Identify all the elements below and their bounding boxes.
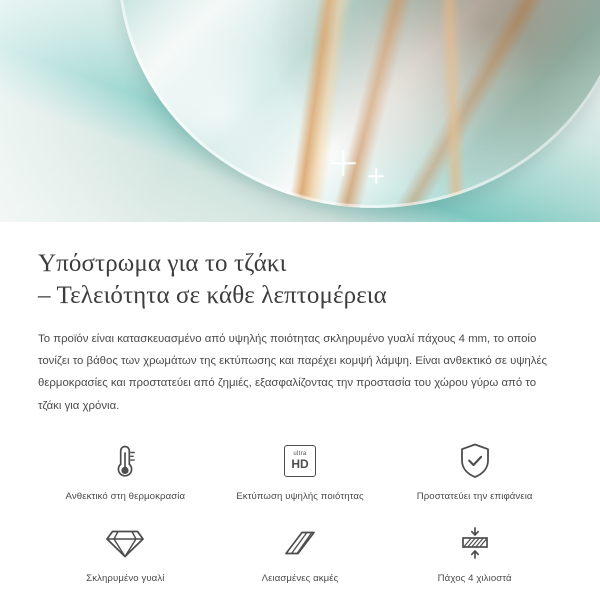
ultra-hd-badge-bottom: HD	[291, 457, 309, 472]
feature-label: Λειασμένες ακμές	[261, 573, 339, 585]
ultra-hd-badge-top: ultra	[293, 451, 307, 458]
feature-label: Ανθεκτικό στη θερμοκρασία	[65, 490, 186, 502]
polished-edges-icon	[282, 521, 318, 565]
hero-image	[0, 0, 600, 222]
feature-label: Εκτύπωση υψηλής ποιότητας	[236, 490, 364, 502]
thermometer-icon	[108, 439, 142, 483]
feature-label: Πάχος 4 χιλιοστά	[437, 573, 512, 585]
feature-item-polished-edges	[213, 517, 388, 591]
feature-grid	[38, 435, 562, 592]
feature-item-thickness	[387, 517, 562, 591]
thickness-arrows-icon	[455, 521, 495, 565]
headline-line-2: – Τελειότητα σε κάθε λεπτομέρεια	[38, 282, 387, 309]
feature-item-temperature-resistant	[38, 435, 213, 509]
feature-item-tempered-glass	[38, 517, 213, 591]
page-title	[38, 248, 562, 312]
ultra-hd-icon	[284, 439, 316, 483]
feature-label: Σκληρυμένο γυαλί	[86, 573, 165, 585]
shield-check-icon	[457, 439, 493, 483]
headline-line-1: Υπόστρωμα για το τζάκι	[38, 250, 287, 277]
description-text: Το προϊόν είναι κατασκευασμένο από υψηλής ποιότητας σκληρυμένο γυαλί πάχους 4 mm, το οποίο τονίζει το βάθος των χρωμάτων της εκτύπωσης και παρέχει κομψή λάμψη. Είναι ανθεκτικό σε υψηλές θερμοκρασίες και προστατεύει από ζημιές, εξασφαλίζοντας την προστασία του χώρου γύρω από το τζάκι για χρόνια.	[38, 333, 548, 412]
feature-item-high-quality-print	[213, 435, 388, 509]
marble-disc-image	[118, 0, 600, 208]
content-area	[0, 222, 600, 592]
diamond-icon	[105, 521, 145, 565]
feature-item-surface-protection	[387, 435, 562, 509]
feature-label: Προστατεύει την επιφάνεια	[416, 490, 533, 502]
